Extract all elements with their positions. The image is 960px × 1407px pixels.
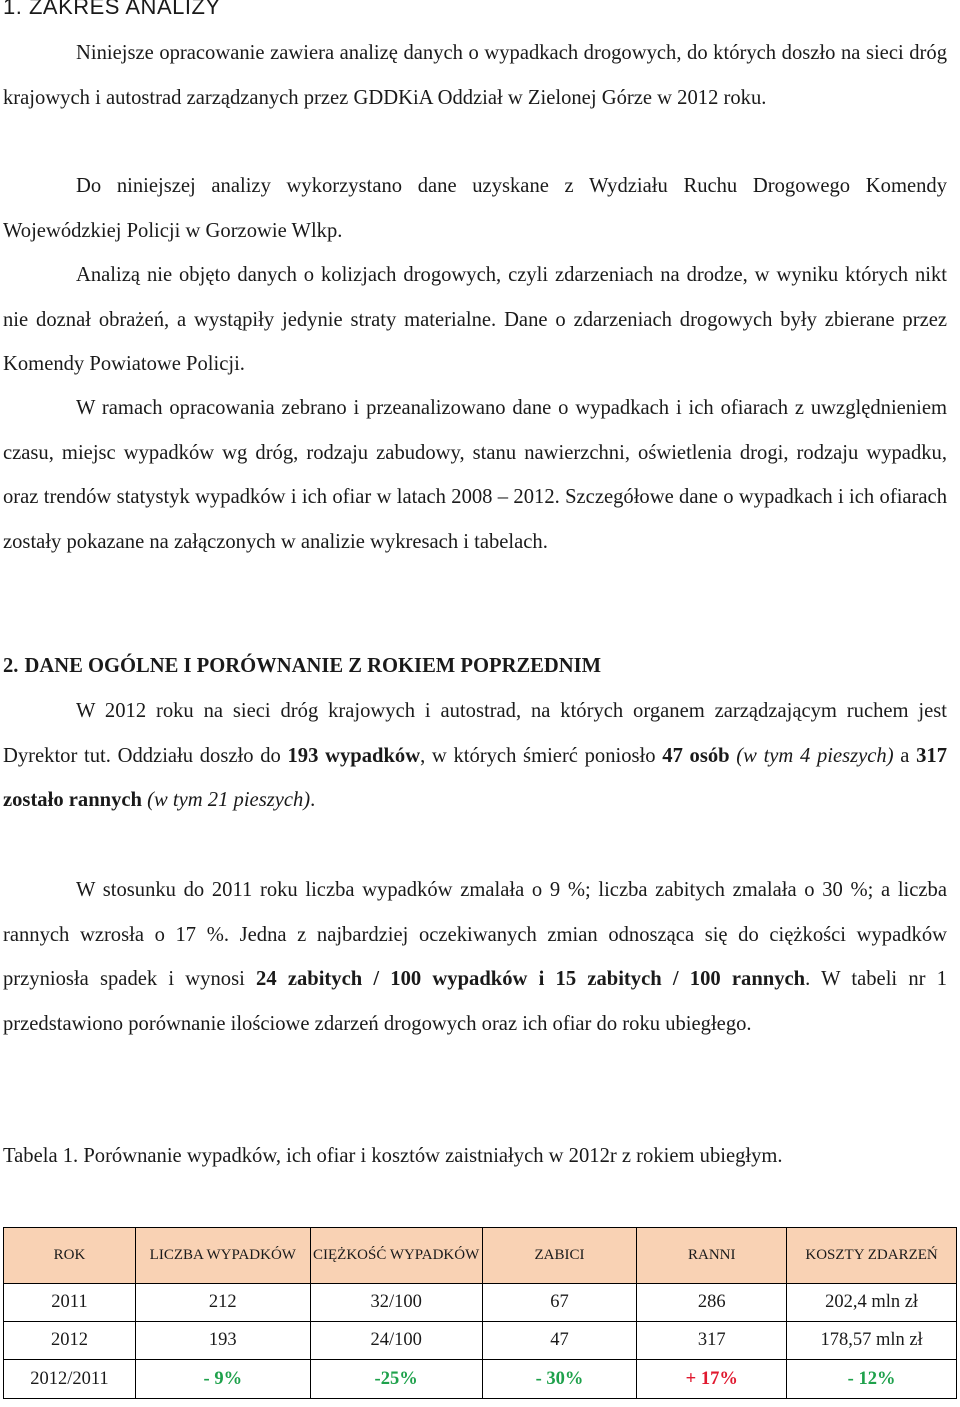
header-year: ROK (4, 1228, 136, 1284)
paragraph-summary-2012: W 2012 roku na sieci dróg krajowych i autostrad, na których organem zarządzającym ruchem jest Dyrektor tut. Oddziału doszło do 193 wypadków, w których śmierć poniosło 47 osób (w tym 4 pieszych) a 317 zostało rannych (w tym 21 pieszych). (3, 700, 947, 811)
section-2-heading (3, 648, 601, 684)
cell-year: 2011 (4, 1284, 136, 1322)
cell-severity: 32/100 (310, 1284, 482, 1322)
cell-severity-change: -25% (310, 1360, 482, 1399)
severity-ratio: 24 zabitych / 100 wypadków i 15 zabitych / 100 rannych (256, 968, 806, 990)
table-header-row (4, 1228, 957, 1284)
injured-count: 317 zostało rannych (3, 744, 947, 811)
header-injured: RANNI (637, 1228, 787, 1284)
paragraph-year-comparison: W stosunku do 2011 roku liczba wypadków zmalała o 9 %; liczba zabitych zmalała o 30 %; a liczba rannych wzrosła o 17 %. Jedna z najbardziej oczekiwanych zmian odnosząca się do ciężkości wypadków przyniosła spadek i wynosi 24 zabitych / 100 wypadków i 15 zabitych / 100 rannych. W tabeli nr 1 przedstawiono porównanie ilościowe zdarzeń drogowych oraz ich ofiar do roku ubiegłego. (3, 879, 947, 1035)
cell-killed: 67 (482, 1284, 637, 1322)
paragraph-data-source: Do niniejszej analizy wykorzystano dane uzyskane z Wydziału Ruchu Drogowego Komendy Wojewódzkiej Policji w Gorzowie Wlkp. (3, 175, 947, 242)
cell-injured-change: + 17% (637, 1360, 787, 1399)
fatalities-count: 47 osób (662, 744, 730, 767)
paragraph-exclusions: Analizą nie objęto danych o kolizjach drogowych, czyli zdarzeniach na drodze, w wyniku których nikt nie doznał obrażeń, a wystąpiły jedynie straty materialne. Dane o zdarzeniach drogowych były zbierane przez Komendy Powiatowe Policji. (3, 264, 947, 375)
cell-injured: 286 (637, 1284, 787, 1322)
cell-accidents-change: - 9% (135, 1360, 310, 1399)
table-row (4, 1322, 957, 1360)
cell-killed-change: - 30% (482, 1360, 637, 1399)
cell-killed: 47 (482, 1322, 637, 1360)
injured-pedestrians: (w tym 21 pieszych) (147, 789, 311, 811)
table-1-caption: Tabela 1. Porównanie wypadków, ich ofiar i kosztów zaistniałych w 2012r z rokiem ubiegłym. (3, 1145, 783, 1167)
cell-severity: 24/100 (310, 1322, 482, 1360)
section-2-title: DANE OGÓLNE I PORÓWNANIE Z ROKIEM POPRZEDNIM (24, 655, 602, 677)
cell-costs-change: - 12% (787, 1360, 957, 1399)
fatal-pedestrians: (w tym 4 pieszych) (736, 744, 894, 767)
section-1-heading: 1. ZAKRES ANALIZY (3, 0, 221, 19)
header-costs: KOSZTY ZDARZEŃ (787, 1228, 957, 1284)
cell-accidents: 193 (135, 1322, 310, 1360)
cell-costs: 202,4 mln zł (787, 1284, 957, 1322)
cell-year: 2012 (4, 1322, 136, 1360)
cell-injured: 317 (637, 1322, 787, 1360)
comparison-table (3, 1227, 957, 1399)
section-2-number: 2. (3, 655, 19, 677)
paragraph-scope: Niniejsze opracowanie zawiera analizę danych o wypadkach drogowych, do których doszło na sieci dróg krajowych i autostrad zarządzanych przez GDDKiA Oddział w Zielonej Górze w 2012 roku. (3, 42, 947, 109)
paragraph-methodology: W ramach opracowania zebrano i przeanalizowano dane o wypadkach i ich ofiarach z uwzględnieniem czasu, miejsc wypadków wg dróg, rodzaju zabudowy, stanu nawierzchni, oświetlenia drogi, rodzaju wypadku, oraz trendów statystyk wypadków i ich ofiar w latach 2008 – 2012. Szczegółowe dane o wypadkach i ich ofiarach zostały pokazane na załączonych w analizie wykresach i tabelach. (3, 397, 947, 553)
table-row (4, 1284, 957, 1322)
table-row-change (4, 1360, 957, 1399)
header-accidents: LICZBA WYPADKÓW (135, 1228, 310, 1284)
cell-year: 2012/2011 (4, 1360, 136, 1399)
accidents-count: 193 wypadków (287, 744, 421, 767)
cell-costs: 178,57 mln zł (787, 1322, 957, 1360)
header-severity: CIĘŻKOŚĆ WYPADKÓW (310, 1228, 482, 1284)
cell-accidents: 212 (135, 1284, 310, 1322)
header-killed: ZABICI (482, 1228, 637, 1284)
